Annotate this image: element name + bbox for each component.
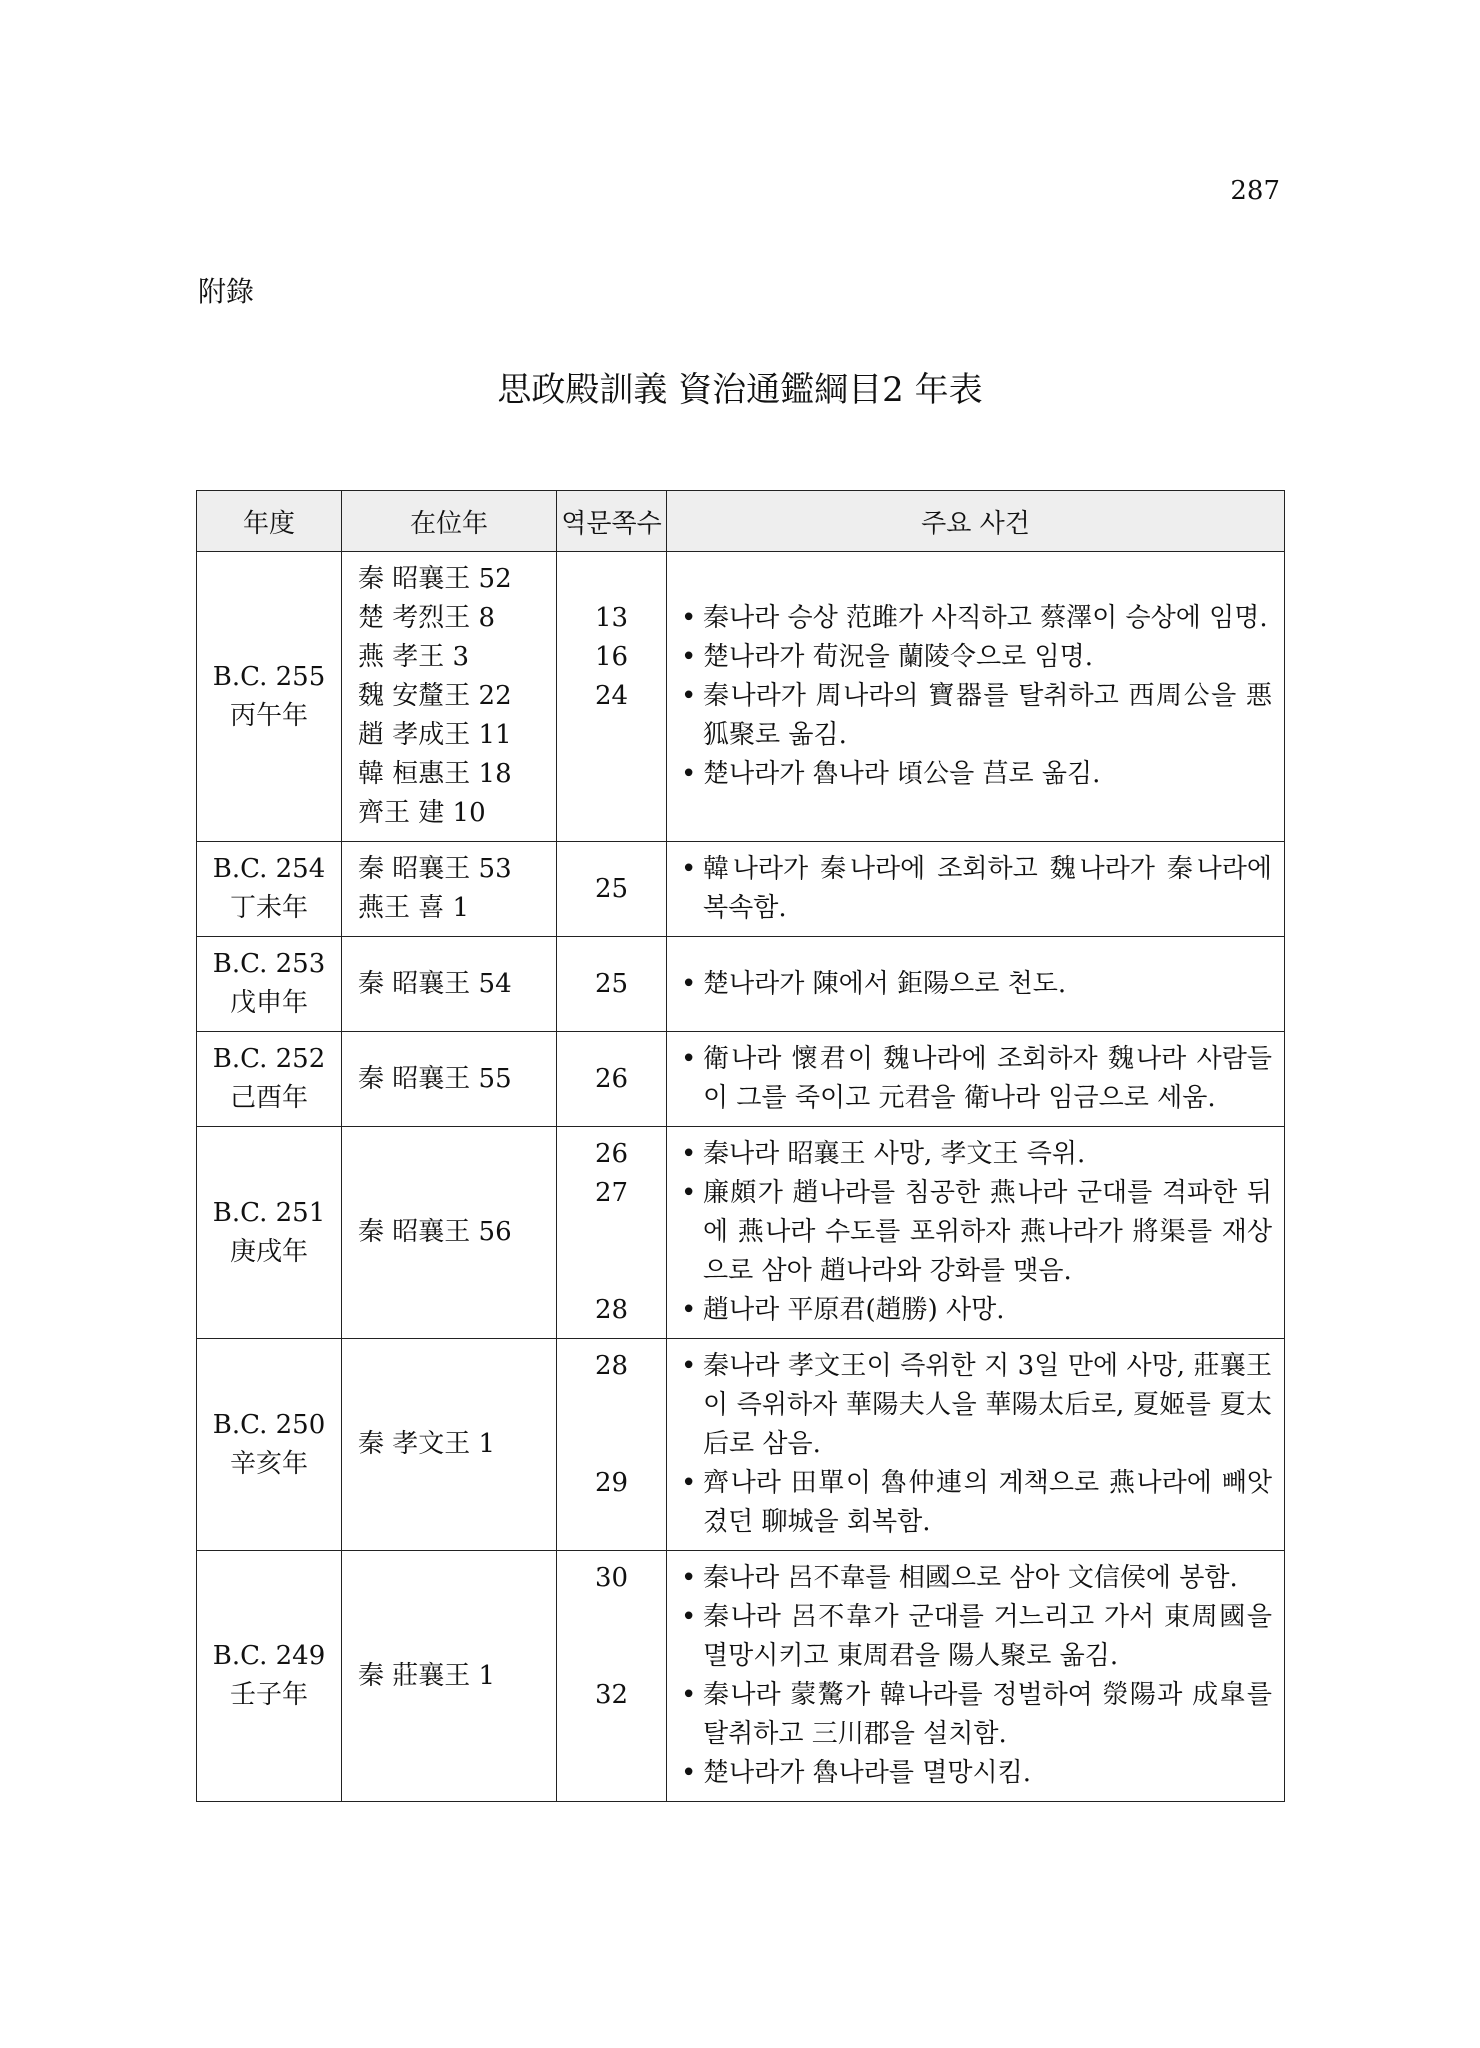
year-cell: [197, 842, 342, 937]
events-cell: [667, 1551, 1285, 1802]
page-number-entry: 16: [594, 642, 629, 672]
bullet-icon: •: [681, 1351, 697, 1381]
reign-cell: [342, 1551, 557, 1802]
event-item: [677, 1174, 1272, 1291]
event-item: [677, 1559, 1272, 1598]
year-cell: [197, 1032, 342, 1127]
bullet-icon: •: [681, 1139, 697, 1169]
bullet-icon: •: [681, 1602, 697, 1632]
page-number-entry: 29: [594, 1468, 629, 1498]
year-text: B.C. 249: [212, 1641, 326, 1671]
event-item: [677, 1135, 1272, 1174]
table-row: [197, 1032, 1285, 1127]
page-number-entry: [567, 1598, 656, 1637]
reign-entry: 魏 安釐王 22: [358, 681, 512, 711]
reign-entry: 秦 昭襄王 52: [358, 564, 512, 594]
event-item: [677, 965, 1272, 1004]
reign-entry: 秦 莊襄王 1: [358, 1660, 496, 1691]
table-row: [197, 1127, 1285, 1339]
page-number-entry: [567, 1386, 656, 1425]
year-cell: [197, 937, 342, 1032]
event-text: 秦나라 昭襄王 사망, 孝文王 즉위.: [703, 1139, 1086, 1169]
header-events: 주요 사건: [667, 491, 1285, 552]
bullet-icon: •: [681, 1178, 697, 1208]
year-text: B.C. 253: [212, 949, 326, 979]
page-number-entry: 25: [594, 873, 629, 904]
page-number-entry: 32: [594, 1680, 629, 1710]
page-cell: [557, 937, 667, 1032]
event-text: 秦나라 孝文王이 즉위한 지 3일 만에 사망, 莊襄王이 즉위하자 華陽夫人을 華陽太后로, 夏姬를 夏太后로 삼음.: [703, 1351, 1272, 1459]
event-text: 趙나라 平原君(趙勝) 사망.: [703, 1295, 1005, 1325]
event-text: 楚나라가 魯나라 頃公을 莒로 옮김.: [703, 759, 1101, 789]
year-text: B.C. 250: [212, 1409, 326, 1440]
year-cell: [197, 552, 342, 842]
reign-entry: 秦 孝文王 1: [358, 1429, 496, 1459]
page-number-entry: 24: [594, 681, 629, 711]
bullet-icon: •: [681, 1563, 697, 1593]
year-text: B.C. 252: [212, 1044, 326, 1074]
year-cell: [197, 1127, 342, 1339]
event-item: [677, 1347, 1272, 1464]
reign-entry: 齊王 建 10: [358, 798, 486, 828]
bullet-icon: •: [681, 642, 697, 672]
year-cell: [197, 1551, 342, 1802]
events-cell: [667, 937, 1285, 1032]
page-cell: [557, 842, 667, 937]
bullet-icon: •: [681, 681, 697, 711]
bullet-icon: •: [681, 1680, 697, 1710]
page-number-entry: [567, 560, 656, 599]
page-number-entry: 13: [594, 603, 629, 633]
year-text: 辛亥年: [229, 1448, 308, 1479]
bullet-icon: •: [681, 1295, 697, 1325]
event-text: 楚나라가 魯나라를 멸망시킴.: [703, 1758, 1031, 1788]
reign-cell: [342, 1339, 557, 1551]
reign-entry: 燕 孝王 3: [358, 642, 470, 672]
table-header-row: [197, 491, 1285, 552]
reign-entry: 燕王 喜 1: [358, 893, 470, 923]
event-text: 齊나라 田單이 魯仲連의 계책으로 燕나라에 빼앗겼던 聊城을 회복함.: [703, 1468, 1272, 1537]
event-item: [677, 755, 1272, 794]
year-text: 丁未年: [229, 893, 308, 923]
table-row: [197, 552, 1285, 842]
reign-cell: [342, 937, 557, 1032]
chronology-table: [196, 490, 1285, 1802]
page-cell: [557, 1032, 667, 1127]
event-text: 楚나라가 陳에서 鉅陽으로 천도.: [703, 968, 1067, 999]
bullet-icon: •: [681, 854, 697, 884]
section-label: 附錄: [198, 275, 255, 308]
event-item: [677, 1040, 1272, 1118]
table-row: [197, 1339, 1285, 1551]
event-item: [677, 1464, 1272, 1542]
event-text: 廉頗가 趙나라를 침공한 燕나라 군대를 격파한 뒤에 燕나라 수도를 포위하자 燕나라가 將渠를 재상으로 삼아 趙나라와 강화를 맺음.: [703, 1178, 1272, 1286]
event-item: [677, 850, 1272, 928]
page-number-entry: 28: [594, 1295, 629, 1325]
page-number-entry: 26: [594, 1063, 629, 1094]
reign-cell: [342, 1127, 557, 1339]
reign-cell: [342, 1032, 557, 1127]
event-text: 衛나라 懷君이 魏나라에 조회하자 魏나라 사람들이 그를 죽이고 元君을 衛나라 임금으로 세움.: [703, 1044, 1272, 1113]
bullet-icon: •: [681, 968, 697, 999]
reign-entry: 秦 昭襄王 54: [358, 968, 512, 999]
events-cell: [667, 1339, 1285, 1551]
page-number-entry: 25: [594, 968, 629, 999]
page-cell: [557, 552, 667, 842]
table-row: [197, 1551, 1285, 1802]
year-text: 丙午年: [229, 700, 308, 731]
bullet-icon: •: [681, 603, 697, 633]
year-text: B.C. 254: [212, 854, 326, 884]
header-page: 역문쪽수: [557, 491, 667, 552]
bullet-icon: •: [681, 1468, 697, 1498]
event-text: 秦나라 승상 范雎가 사직하고 蔡澤이 승상에 임명.: [703, 603, 1268, 633]
event-text: 秦나라 呂不韋가 군대를 거느리고 가서 東周國을 멸망시키고 東周君을 陽人聚로 옮김.: [703, 1602, 1272, 1671]
event-item: [677, 1291, 1272, 1330]
event-text: 楚나라가 荀況을 蘭陵令으로 임명.: [703, 642, 1093, 672]
bullet-icon: •: [681, 759, 697, 789]
bullet-icon: •: [681, 1044, 697, 1074]
event-item: [677, 1676, 1272, 1754]
table-row: [197, 842, 1285, 937]
events-cell: [667, 1127, 1285, 1339]
header-year: 年度: [197, 491, 342, 552]
year-text: 戊申年: [229, 988, 308, 1018]
reign-cell: [342, 842, 557, 937]
events-cell: [667, 1032, 1285, 1127]
event-text: 秦나라 蒙驁가 韓나라를 정벌하여 滎陽과 成皐를 탈취하고 三川郡을 설치함.: [703, 1680, 1272, 1749]
year-text: 己酉年: [229, 1083, 308, 1113]
reign-entry: 韓 桓惠王 18: [358, 759, 512, 789]
event-text: 秦나라 呂不韋를 相國으로 삼아 文信侯에 봉함.: [703, 1563, 1238, 1593]
events-cell: [667, 552, 1285, 842]
document-title: 思政殿訓義 資治通鑑綱目2 年表: [497, 370, 983, 410]
page-cell: [557, 1127, 667, 1339]
reign-entry: 楚 考烈王 8: [358, 603, 496, 633]
event-item: [677, 1754, 1272, 1793]
page-cell: [557, 1551, 667, 1802]
page-number-entry: [567, 1637, 656, 1676]
bullet-icon: •: [681, 1758, 697, 1788]
event-item: [677, 1598, 1272, 1676]
reign-entry: 秦 昭襄王 53: [358, 854, 512, 884]
events-cell: [667, 842, 1285, 937]
page-cell: [557, 1339, 667, 1551]
page-number-entry: [567, 1425, 656, 1464]
event-item: [677, 599, 1272, 638]
page-number: 287: [1230, 176, 1280, 206]
year-text: 壬子年: [229, 1680, 308, 1710]
event-text: 韓나라가 秦나라에 조회하고 魏나라가 秦나라에 복속함.: [703, 854, 1272, 923]
page-number-entry: 26: [594, 1139, 629, 1169]
year-text: 庚戌年: [229, 1236, 308, 1267]
page-number-entry: [567, 1213, 656, 1252]
reign-entry: 秦 昭襄王 55: [358, 1063, 512, 1094]
page-number-entry: 28: [594, 1351, 629, 1381]
page-number-entry: [567, 1252, 656, 1291]
year-cell: [197, 1339, 342, 1551]
event-text: 秦나라가 周나라의 寶器를 탈취하고 西周公을 悪狐聚로 옮김.: [703, 681, 1272, 750]
table-body: [197, 552, 1285, 1802]
year-text: B.C. 255: [212, 661, 326, 692]
page-number-entry: 27: [594, 1178, 629, 1208]
reign-entry: 秦 昭襄王 56: [358, 1217, 512, 1247]
reign-cell: [342, 552, 557, 842]
page-number-entry: 30: [594, 1563, 629, 1593]
header-reign: 在位年: [342, 491, 557, 552]
year-text: B.C. 251: [212, 1197, 326, 1228]
reign-entry: 趙 孝成王 11: [358, 720, 512, 750]
table-row: [197, 937, 1285, 1032]
event-item: [677, 638, 1272, 677]
event-item: [677, 677, 1272, 755]
